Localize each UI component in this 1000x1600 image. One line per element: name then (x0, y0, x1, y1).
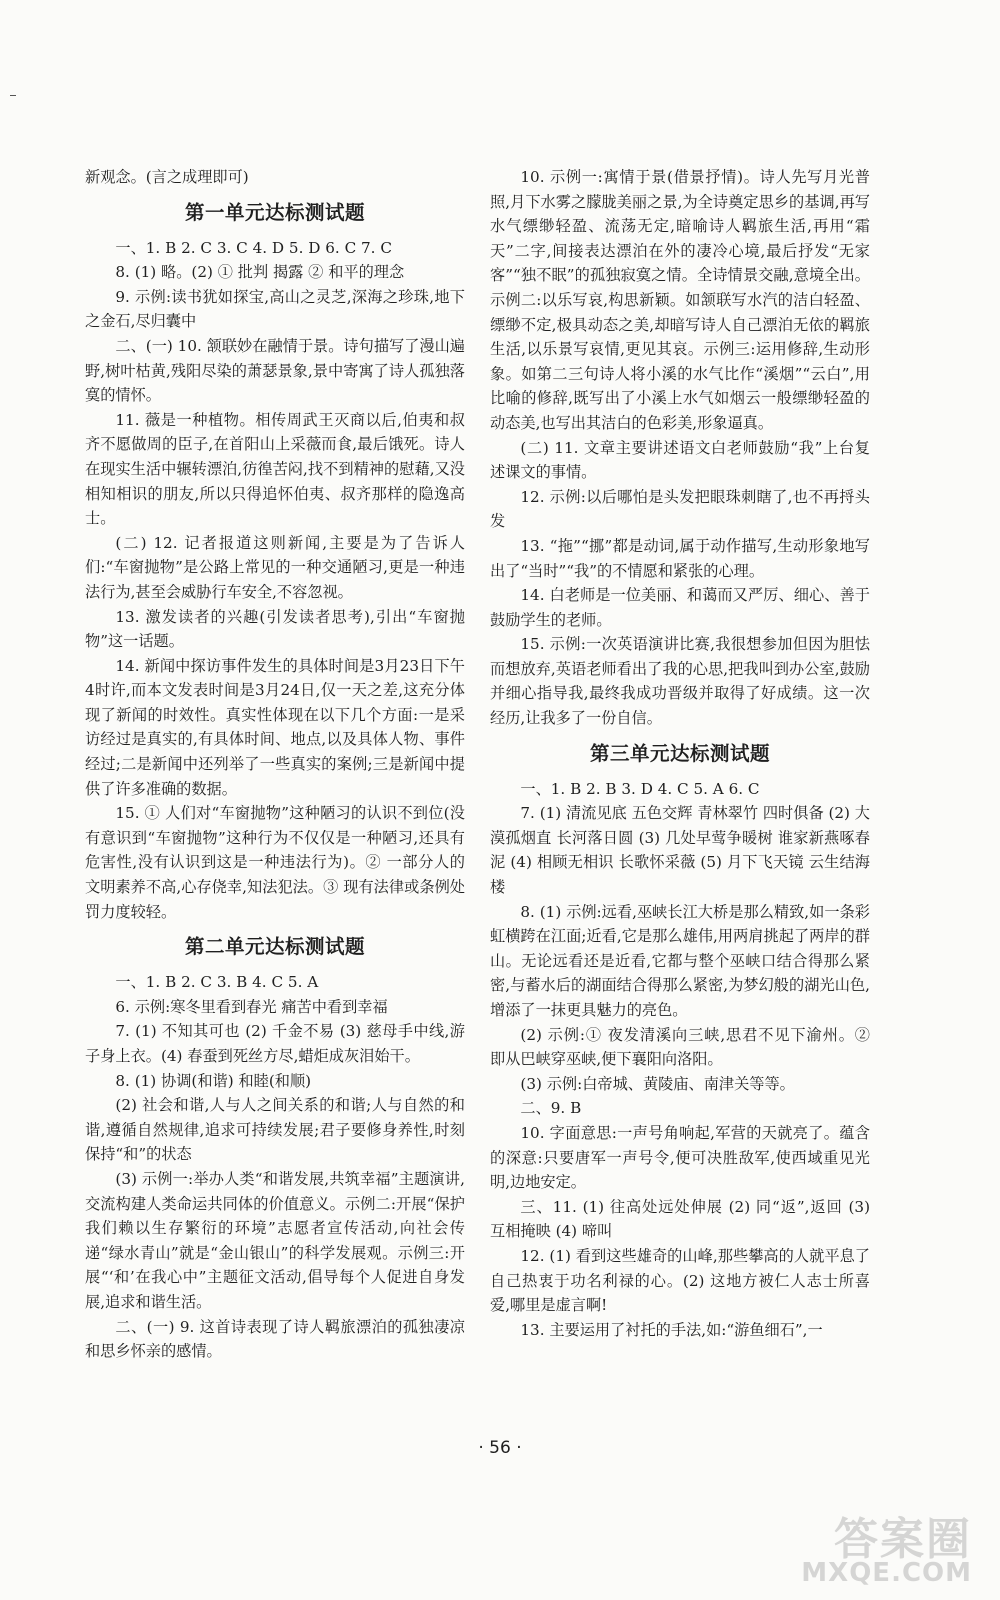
left-column (85, 165, 465, 1364)
left-paragraph: 13. 激发读者的兴趣(引发读者思考),引出“车窗抛物”这一话题。 (85, 607, 465, 651)
right-paragraph: 13. “拖”“挪”都是动词,属于动作描写,生动形象地写出了“当时”“我”的不情愿和紧张的心理。 (490, 536, 870, 580)
right-paragraph: 12. (1) 看到这些雄奇的山峰,那些攀高的人就平息了自己热衷于功名利禄的心。(2) 这地方被仁人志士所喜爱,哪里是虚言啊! (490, 1246, 870, 1315)
left-paragraph: 14. 新闻中探访事件发生的具体时间是3月23日下午4时许,而本文发表时间是3月24日,仅一天之差,这充分体现了新闻的时效性。真实性体现在以下几个方面:一是采访经过是真实的,有具体时间、地点,以及具体人物、事件经过;二是新闻中还列举了一些真实的案例;三是新闻中提供了许多准确的数据。 (85, 656, 465, 798)
right-paragraph: 13. 主要运用了衬托的手法,如:“游鱼细石”,一 (520, 1320, 823, 1339)
right-paragraph: 7. (1) 清流见底 五色交辉 青林翠竹 四时俱备 (2) 大漠孤烟直 长河落日圆 (3) 几处早莺争暖树 谁家新燕啄春泥 (4) 相顾无相识 长歌怀采薇 (5) 月下飞天镜 云生结海楼 (490, 804, 870, 897)
section-heading: 第三单元达标测试题 (589, 741, 770, 765)
right-paragraph: 三、11. (1) 往高处远处伸展 (2) 同“返”,返回 (3) 互相掩映 (4) 啼叫 (490, 1197, 870, 1241)
right-paragraph: (2) 示例:① 夜发清溪向三峡,思君不见下渝州。② 即从巴峡穿巫峡,便下襄阳向洛阳。 (490, 1025, 870, 1069)
right-paragraph: 8. (1) 示例:远看,巫峡长江大桥是那么精致,如一条彩虹横跨在江面;近看,它是那么雄伟,用两肩挑起了两岸的群山。无论远看还是近看,它都与整个巫峡口结合得那么紧密,与蓄水后的湖面结合得那么紧密,为梦幻般的湖光山色,增添了一抹更具魅力的亮色。 (490, 902, 870, 1019)
watermark-bottom-text: MXQE.COM (801, 1558, 972, 1588)
left-paragraph: 新观念。(言之成理即可) (85, 168, 249, 186)
watermark-logo (801, 1503, 972, 1588)
left-paragraph: 8. (1) 略。(2) ① 批判 揭露 ② 和平的理念 (115, 263, 405, 282)
left-paragraph: 7. (1) 不知其可也 (2) 千金不易 (3) 慈母手中线,游子身上衣。(4) 春蚕到死丝方尽,蜡炬成灰泪始干。 (85, 1022, 465, 1065)
left-paragraph: 6. 示例:寒冬里看到春光 痛苦中看到幸福 (115, 997, 388, 1016)
left-paragraph: 9. 示例:读书犹如探宝,高山之灵芝,深海之珍珠,地下之金石,尽归囊中 (85, 287, 465, 331)
right-paragraph: 12. 示例:以后哪怕是头发把眼珠刺瞎了,也不再捋头发 (490, 487, 870, 531)
right-paragraph: 一、1. B 2. B 3. D 4. C 5. A 6. C (520, 779, 760, 798)
left-paragraph: (3) 示例一:举办人类“和谐发展,共筑幸福”主题演讲,交流构建人类命运共同体的价值意义。示例二:开展“保护我们赖以生存繁衍的环境”志愿者宣传活动,向社会传递“绿水青山”就是“金山银山”的科学发展观。示例三:开展“‘和’在我心中”主题征文活动,倡导每个人促进自身发展,追求和谐生活。 (85, 1169, 465, 1311)
section-heading: 第二单元达标测试题 (184, 935, 365, 959)
right-paragraph: 15. 示例:一次英语演讲比赛,我很想参加但因为胆怯而想放弃,英语老师看出了我的心思,把我叫到办公室,鼓励并细心指导我,最终我成功晋级并取得了好成绩。这一次经历,让我多了一份自信。 (490, 635, 870, 728)
left-paragraph: (2) 社会和谐,人与人之间关系的和谐;人与自然的和谐,遵循自然规律,追求可持续发展;君子要修身养性,时刻保持“和”的状态 (85, 1096, 465, 1164)
left-paragraph: 二、(一) 9. 这首诗表现了诗人羁旅漂泊的孤独凄凉和思乡怀亲的感情。 (85, 1317, 465, 1361)
left-paragraph: 一、1. B 2. C 3. B 4. C 5. A (115, 973, 319, 992)
left-paragraph: 15. ① 人们对“车窗抛物”这种陋习的认识不到位(没有意识到“车窗抛物”这种行为不仅仅是一种陋习,还具有危害性,没有认识到这是一种违法行为)。② 一部分人的文明素养不高,心存侥幸,知法犯法。③ 现有法律或条例处罚力度较轻。 (85, 804, 465, 921)
right-paragraph: 二、9. B (520, 1099, 582, 1118)
right-paragraph: 10. 字面意思:一声号角响起,军营的天就亮了。蕴含的深意:只要唐军一声号令,便可决胜敌军,使西域重见光明,边地安定。 (490, 1123, 870, 1192)
left-paragraph: 二、(一) 10. 颔联妙在融情于景。诗句描写了漫山遍野,树叶枯黄,残阳尽染的萧瑟景象,景中寄寓了诗人孤独落寞的情怀。 (85, 336, 465, 405)
left-paragraph: (二) 12. 记者报道这则新闻,主要是为了告诉人们:“车窗抛物”是公路上常见的一种交通陋习,更是一种违法行为,甚至会威胁行车安全,不容忽视。 (85, 533, 465, 601)
right-paragraph: (3) 示例:白帝城、黄陵庙、南津关等等。 (520, 1074, 795, 1093)
page-number: · 56 · (478, 1438, 522, 1458)
edge-mark (10, 95, 16, 96)
section-heading: 第一单元达标测试题 (184, 200, 365, 224)
watermark-top-text: 答案圈 (834, 1514, 972, 1565)
right-paragraph: (二) 11. 文章主要讲述语文白老师鼓励“我”上台复述课文的事情。 (490, 438, 870, 482)
right-column (490, 165, 870, 1342)
left-paragraph: 11. 薇是一种植物。相传周武王灭商以后,伯夷和叔齐不愿做周的臣子,在首阳山上采薇而食,最后饿死。诗人在现实生活中辗转漂泊,彷徨苦闷,找不到精神的慰藉,又没相知相识的朋友,所以只得追怀伯夷、叔齐那样的隐逸高士。 (85, 410, 465, 528)
left-paragraph: 8. (1) 协调(和谐) 和睦(和顺) (115, 1071, 312, 1090)
right-paragraph: 14. 白老师是一位美丽、和蔼而又严厉、细心、善于鼓励学生的老师。 (490, 586, 870, 629)
right-paragraph: 10. 示例一:寓情于景(借景抒情)。诗人先写月光普照,月下水雾之朦胧美丽之景,为全诗奠定思乡的基调,再写水气缥缈轻盈、流荡无定,暗喻诗人羁旅生活,再用“霜天”二字,间接表达漂泊在外的凄冷心境,最后抒发“无家客”“独不眠”的孤独寂寞之情。全诗情景交融,意境全出。示例二:以乐写哀,构思新颖。如颔联写水汽的洁白轻盈、缥缈不定,极具动态之美,却暗写诗人自己漂泊无依的羁旅生活,以乐景写哀情,更见其哀。示例三:运用修辞,生动形象。如第二三句诗人将小溪的水气比作“溪烟”“云白”,用比喻的修辞,既写出了小溪上水气如烟云一般缥缈轻盈的动态美,也写出其洁白的色彩美,形象逼真。 (490, 168, 870, 432)
left-paragraph: 一、1. B 2. C 3. C 4. D 5. D 6. C 7. C (115, 238, 392, 257)
